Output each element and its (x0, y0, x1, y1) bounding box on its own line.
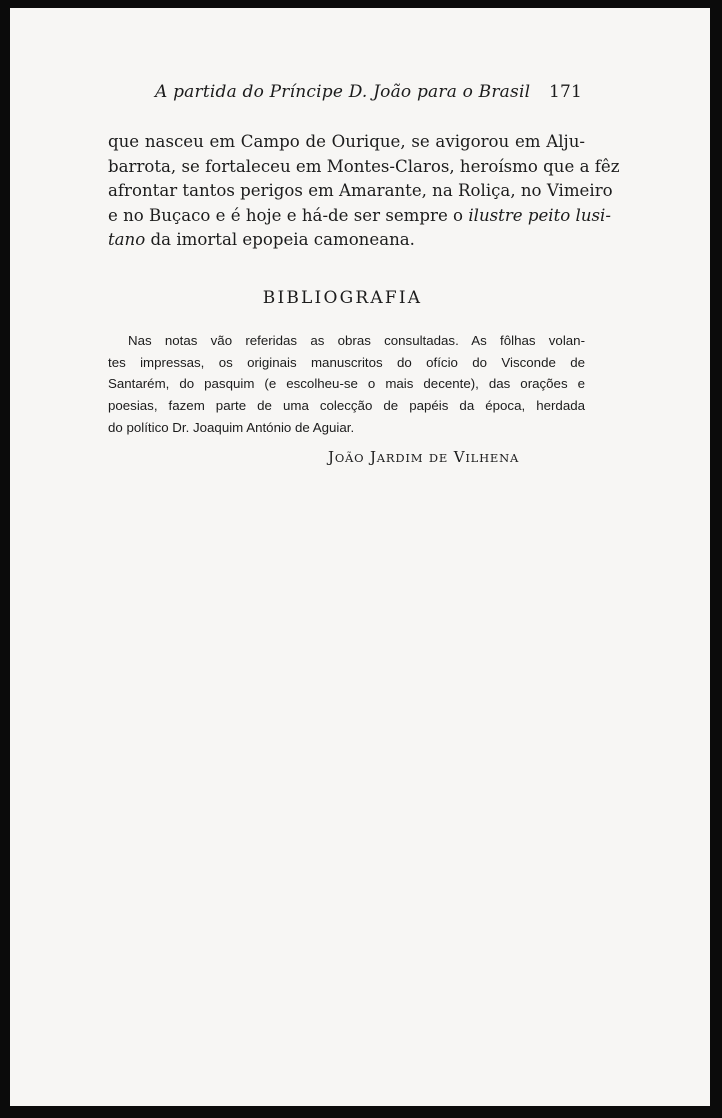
body-line (108, 204, 611, 229)
body-line: barrota, se fortaleceu em Montes-Claros, heroísmo que a fêz (108, 156, 620, 176)
bibliography-line: Nas notas vão referidas as obras consultadas. As fôlhas volan- (128, 333, 585, 348)
running-title: A partida do Príncipe D. João para o Brasil (155, 82, 531, 102)
body-line (108, 228, 585, 253)
author-signature: JOÃO JARDIM DE VILHENA (328, 448, 520, 466)
bibliography-line: do político Dr. Joaquim António de Aguiar. (108, 419, 355, 435)
bibliography-line: tes impressas, os originais manuscritos do ofício do Visconde de (108, 354, 585, 370)
bibliography-heading: BIBLIOGRAFIA (262, 288, 423, 308)
bibliography-line: Santarém, do pasquim (e escolheu-se o mais decente), das orações e (108, 376, 585, 392)
page-number: 171 (548, 82, 582, 102)
bibliography-line: poesias, fazem parte de uma colecção de papéis da época, herdada (108, 398, 585, 414)
bibliography-paragraph (108, 330, 585, 439)
document-page (10, 8, 710, 1106)
body-paragraph (108, 130, 620, 253)
italic-phrase: ilustre peito lusi- (468, 205, 611, 225)
running-header (155, 82, 585, 102)
body-line-text: e no Buçaco e é hoje e há-de ser sempre o (108, 205, 464, 225)
italic-phrase: tano (108, 230, 146, 250)
body-line-text: da imortal epopeia camoneana. (145, 230, 415, 250)
body-line: que nasceu em Campo de Ourique, se avigorou em Alju- (108, 132, 585, 151)
body-line: afrontar tantos perigos em Amarante, na Roliça, no Vimeiro (108, 181, 613, 201)
